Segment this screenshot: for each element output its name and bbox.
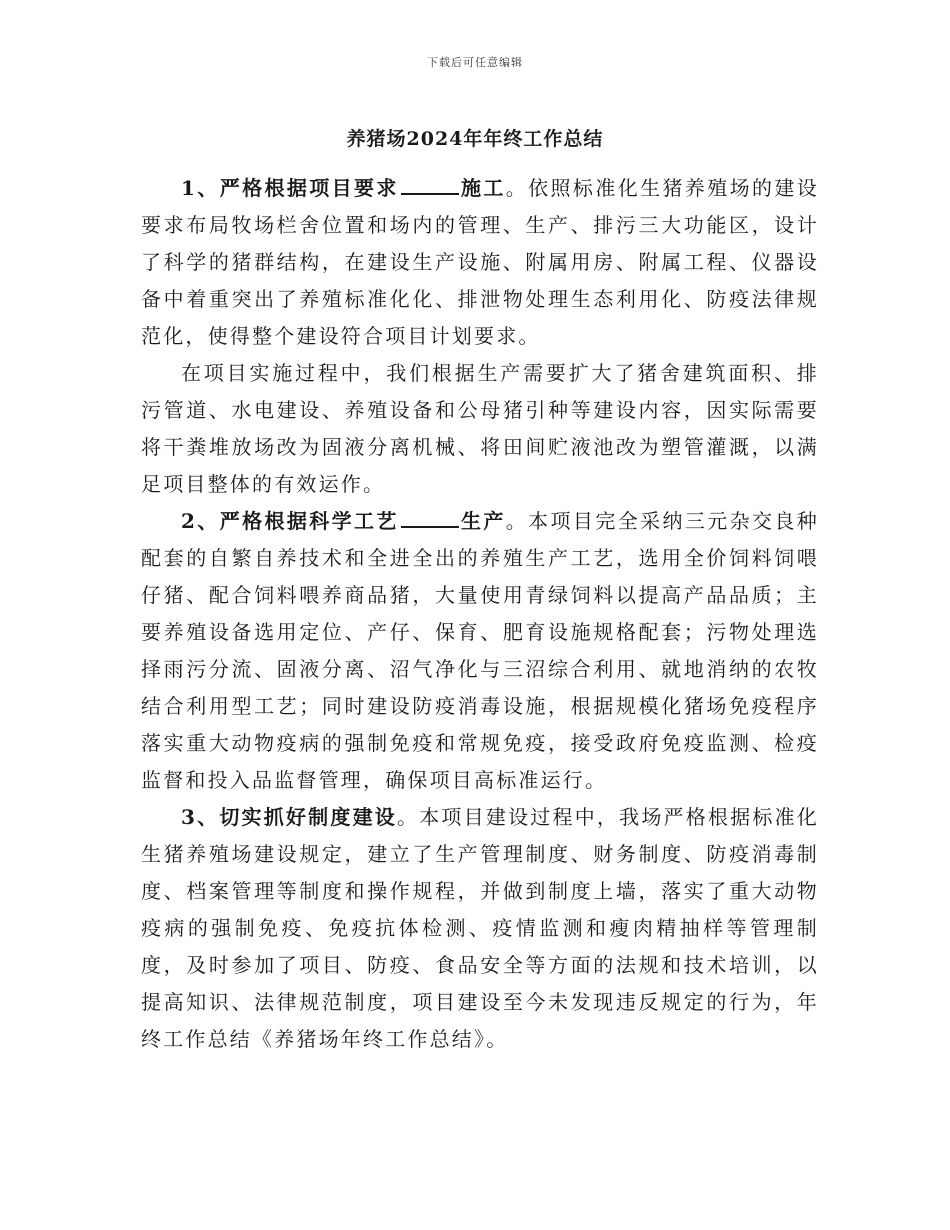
header-note: 下载后可任意编辑 <box>427 56 523 69</box>
paragraph-4-body: 。本项目建设过程中，我场严格根据标准化生猪养殖场建设规定，建立了生产管理制度、财务制度、防疫消毒制度、档案管理等制度和操作规程，并做到制度上墙，落实了重大动物疫病的强制免疫、免疫抗体检测、疫情监测和瘦肉精抽样等管理制度，及时参加了项目、防疫、食品安全等方面的法规和技术培训，以提高知识、法律规范制度，项目建设至今未发现违反规定的行为，年终工作总结《养猪场年终工作总结》。 <box>141 805 819 1051</box>
paragraph-4 <box>141 799 819 1058</box>
paragraph-1-body: 。依照标准化生猪养殖场的建设要求布局牧场栏舍位置和场内的管理、生产、排污三大功能区，设计了科学的猪群结构，在建设生产设施、附属用房、附属工程、仪器设备中着重突出了养殖标准化化、排泄物处理生态利用化、防疫法律规范化，使得整个建设符合项目计划要求。 <box>141 176 819 348</box>
paragraph-3-body: 。本项目完全采纳三元杂交良种配套的自繁自养技术和全进全出的养殖生产工艺，选用全价饲料饲喂仔猪、配合饲料喂养商品猪，大量使用青绿饲料以提高产品品质；主要养殖设备选用定位、产仔、保育、肥育设施规格配套；污物处理选择雨污分流、固液分离、沼气净化与三沼综合利用、就地消纳的农牧结合利用型工艺；同时建设防疫消毒设施，根据规模化猪场免疫程序落实重大动物疫病的强制免疫和常规免疫，接受政府免疫监测、检疫监督和投入品监督管理，确保项目高标准运行。 <box>141 509 819 792</box>
paragraph-1-lead: 1、严格根据项目要求 施工 <box>181 176 506 200</box>
document-title: 养猪场2024年年终工作总结 <box>346 128 604 150</box>
paragraph-3 <box>141 503 819 799</box>
paragraph-3-lead: 2、严格根据科学工艺 生产 <box>181 509 506 533</box>
document-body <box>141 170 819 1058</box>
blank-underline <box>401 508 459 528</box>
paragraph-4-lead: 3、切实抓好制度建设 <box>181 805 398 829</box>
paragraph-2: 在项目实施过程中，我们根据生产需要扩大了猪舍建筑面积、排污管道、水电建设、养殖设备和公母猪引种等建设内容，因实际需要将干粪堆放场改为固液分离机械、将田间贮液池改为塑管灌溉，以满足项目整体的有效运作。 <box>141 361 819 496</box>
blank-underline <box>401 175 459 195</box>
paragraph-1 <box>141 170 819 355</box>
